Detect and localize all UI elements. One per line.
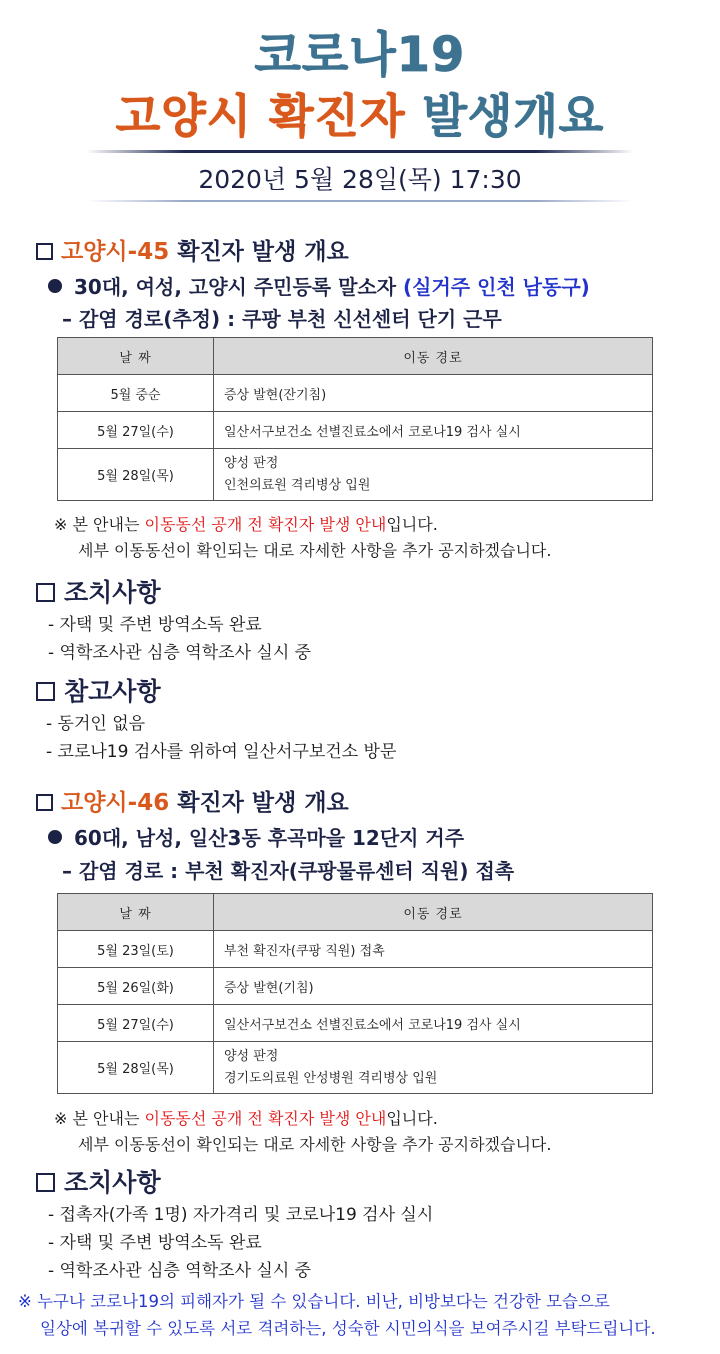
case45-id: 고양시-45 (61, 239, 170, 265)
list-item: - 동거인 없음 (46, 714, 146, 734)
notice-highlight: 이동동선 공개 전 확진자 발생 안내 (144, 515, 387, 534)
bullet-dot-icon (48, 830, 62, 844)
row-route-line: 양성 판정 (224, 1048, 279, 1064)
measures-title: 조치사항 (64, 1168, 161, 1197)
row-date: 5월 28일(목) (58, 1042, 214, 1094)
title-line-2 (0, 80, 720, 146)
case46-profile-text: 60대, 남성, 일산3동 후곡마을 12단지 거주 (74, 826, 465, 850)
row-route-line: 양성 판정 (224, 455, 279, 471)
bullet-dot-icon (48, 279, 62, 293)
case45-route-table (57, 337, 653, 501)
notice-prefix: ※ 본 안내는 (54, 1109, 145, 1128)
case46-notice (54, 1106, 551, 1158)
case45-measures-heading (36, 573, 161, 609)
row-date: 5월 27일(수) (58, 412, 214, 449)
case45-reference-heading (36, 672, 161, 708)
notice-suffix: 입니다. (386, 515, 438, 534)
table-row (58, 968, 653, 1005)
reference-title: 참고사항 (64, 677, 161, 706)
table-header-date: 날 짜 (58, 338, 214, 375)
checkbox-square-icon (36, 794, 53, 811)
row-date: 5월 중순 (58, 375, 214, 412)
checkbox-square-icon (36, 682, 55, 701)
footer-line-1: ※ 누구나 코로나19의 피해자가 될 수 있습니다. 비난, 비방보다는 건강한 모습으로 (18, 1292, 610, 1311)
checkbox-square-icon (36, 1173, 55, 1192)
table-header-route: 이동 경로 (214, 894, 653, 931)
row-route-line: 경기도의료원 안성병원 격리병상 입원 (224, 1070, 438, 1086)
row-route: 부천 확진자(쿠팡 직원) 접촉 (214, 931, 653, 968)
table-row (58, 1005, 653, 1042)
table-header-date: 날 짜 (58, 894, 214, 931)
case45-profile-text: 30대, 여성, 고양시 주민등록 말소자 (74, 275, 404, 299)
table-header-route: 이동 경로 (214, 338, 653, 375)
notice-line-2: 세부 이동동선이 확인되는 대로 자세한 사항을 추가 공지하겠습니다. (78, 1135, 552, 1154)
list-item: - 역학조사관 심층 역학조사 실시 중 (48, 643, 312, 663)
row-date: 5월 26일(화) (58, 968, 214, 1005)
case45-heading (36, 233, 349, 266)
table-row (58, 931, 653, 968)
case46-heading-text: 확진자 발생 개요 (169, 790, 349, 816)
measures-title: 조치사항 (64, 578, 161, 607)
row-route: 증상 발현(잔기침) (214, 375, 653, 412)
row-route: 증상 발현(기침) (214, 968, 653, 1005)
notice-suffix: 입니다. (386, 1109, 438, 1128)
case46-route-table (57, 893, 653, 1094)
case46-profile (48, 822, 464, 851)
table-row (58, 375, 653, 412)
row-date: 5월 28일(목) (58, 449, 214, 501)
list-item: - 접촉자(가족 1명) 자가격리 및 코로나19 검사 실시 (48, 1205, 434, 1225)
case45-infection-route: – 감염 경로(추정) : 쿠팡 부천 신선센터 단기 근무 (62, 307, 502, 331)
table-row (58, 412, 653, 449)
title-highlight: 고양시 확진자 (115, 89, 406, 143)
row-date: 5월 27일(수) (58, 1005, 214, 1042)
case46-measures-heading (36, 1163, 161, 1199)
row-route-line: 인천의료원 격리병상 입원 (224, 477, 371, 493)
row-date: 5월 23일(토) (58, 931, 214, 968)
case45-heading-text: 확진자 발생 개요 (169, 239, 349, 265)
row-route: 일산서구보건소 선별진료소에서 코로나19 검사 실시 (214, 412, 653, 449)
case45-notice (54, 512, 551, 564)
divider-bottom (86, 200, 634, 202)
list-item: - 자택 및 주변 방역소독 완료 (48, 615, 262, 635)
case46-heading (36, 784, 349, 817)
notice-prefix: ※ 본 안내는 (54, 515, 145, 534)
notice-highlight: 이동동선 공개 전 확진자 발생 안내 (144, 1109, 387, 1128)
table-row (58, 1042, 653, 1094)
footer-message (18, 1288, 656, 1342)
row-route (214, 449, 653, 501)
case45-profile (48, 271, 590, 300)
title-line-1: 코로나19 (254, 27, 466, 83)
list-item: - 자택 및 주변 방역소독 완료 (48, 1233, 262, 1253)
case46-infection-route: – 감염 경로 : 부천 확진자(쿠팡물류센터 직원) 접촉 (62, 859, 515, 883)
divider-top (86, 150, 634, 153)
case45-residence: (실거주 인천 남동구) (403, 275, 590, 299)
list-item: - 코로나19 검사를 위하여 일산서구보건소 방문 (46, 742, 397, 762)
title-suffix: 발생개요 (422, 89, 605, 143)
announcement-date: 2020년 5월 28일(목) 17:30 (198, 165, 522, 194)
row-route: 일산서구보건소 선별진료소에서 코로나19 검사 실시 (214, 1005, 653, 1042)
list-item: - 역학조사관 심층 역학조사 실시 중 (48, 1261, 312, 1281)
table-row (58, 449, 653, 501)
checkbox-square-icon (36, 583, 55, 602)
footer-line-2: 일상에 복귀할 수 있도록 서로 격려하는, 성숙한 시민의식을 보여주시길 부탁드립니다. (40, 1319, 656, 1338)
row-route (214, 1042, 653, 1094)
case46-id: 고양시-46 (61, 790, 170, 816)
notice-line-2: 세부 이동동선이 확인되는 대로 자세한 사항을 추가 공지하겠습니다. (78, 541, 552, 560)
checkbox-square-icon (36, 243, 53, 260)
